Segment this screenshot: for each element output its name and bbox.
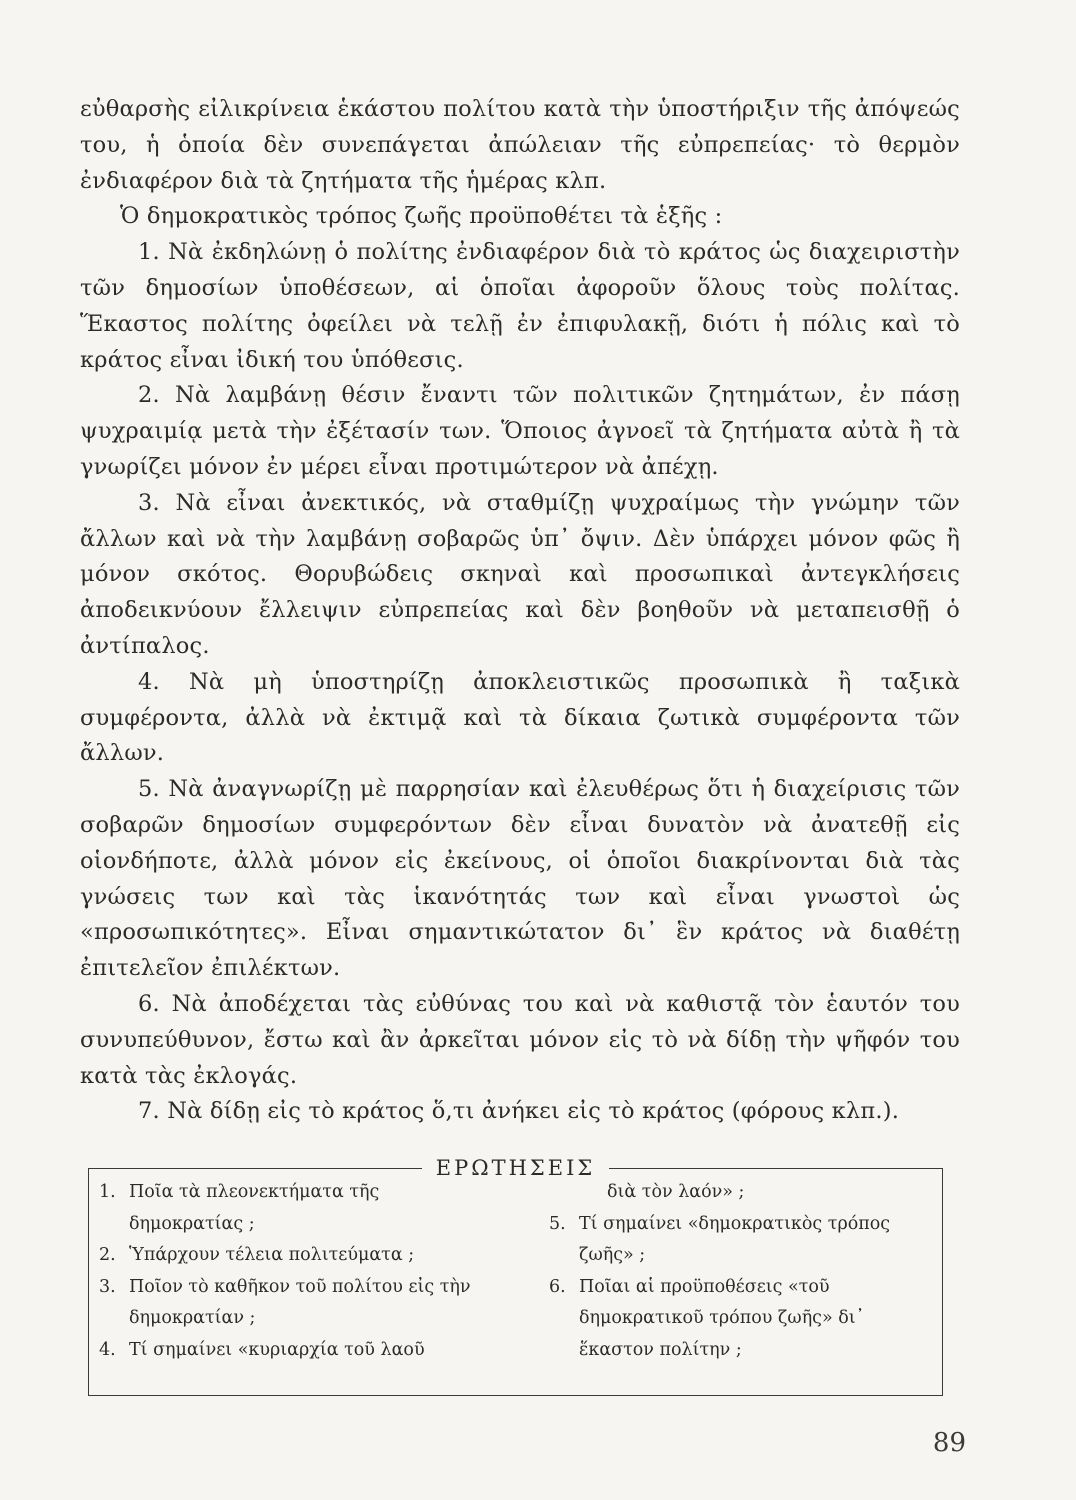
paragraph-1: Ὁ δημοκρατικὸς τρόπος ζωῆς προϋποθέτει τὰ ἑξῆς : — [120, 203, 723, 230]
question-item: 2. Ὑπάρχουν τέλεια πολιτεύματα ; — [99, 1245, 415, 1265]
question-item: 3. Ποῖον τὸ καθῆκον τοῦ πολίτου εἰς τὴν δημοκρατίαν ; — [99, 1276, 471, 1328]
list-item-4: 4. Νὰ μὴ ὑποστηρίζῃ ἀποκλειστικῶς προσωπικὰ ἢ ταξικὰ συμφέροντα, ἀλλὰ νὰ ἐκτιμᾷ καὶ τὰ δίκαια ζωτικὰ συμφέροντα τῶν ἄλλων. — [80, 668, 960, 767]
list-item-3: 3. Νὰ εἶναι ἀνεκτικός, νὰ σταθμίζῃ ψυχραίμως τὴν γνώμην τῶν ἄλλων καὶ νὰ τὴν λαμβάνῃ σοβαρῶς ὑπ᾽ ὄψιν. Δὲν ὑπάρχει μόνον φῶς ἢ μόνον σκότος. Θορυβώδεις σκηναὶ καὶ προσωπικαὶ ἀντεγκλήσεις ἀποδεικνύουν ἔλλειψιν εὐπρεπείας καὶ δὲν βοηθοῦν νὰ μεταπεισθῇ ὁ ἀντίπαλος. — [80, 489, 960, 659]
question-item: 6. Ποῖαι αἱ προϋποθέσεις «τοῦ δημοκρατικοῦ τρόπου ζωῆς» δι᾽ ἕκαστον πολίτην ; — [549, 1276, 865, 1360]
question-item: 4. Τί σημαίνει «κυριαρχία τοῦ λαοῦ — [99, 1339, 425, 1360]
questions-title: ΕΡΩΤΗΣΕΙΣ — [422, 1156, 610, 1180]
list-item-5: 5. Νὰ ἀναγνωρίζῃ μὲ παρρησίαν καὶ ἐλευθέρως ὅτι ἡ διαχείρισις τῶν σοβαρῶν δημοσίων συμφερόντων δὲν εἶναι δυνατὸν νὰ ἀνατεθῇ εἰς οἱονδήποτε, ἀλλὰ μόνον εἰς ἐκείνους, οἱ ὁποῖοι διακρίνονται διὰ τὰς γνώσεις των καὶ τὰς ἱκανότητάς των καὶ εἶναι γνωστοὶ ὡς «προσωπικότητες». Εἶναι σημαντικώτατον δι᾽ ἓν κράτος νὰ διαθέτῃ ἐπιτελεῖον ἐπιλέκτων. — [80, 776, 960, 982]
list-item-2: 2. Νὰ λαμβάνῃ θέσιν ἔναντι τῶν πολιτικῶν ζητημάτων, ἐν πάσῃ ψυχραιμίᾳ μετὰ τὴν ἐξέτασίν των. Ὅποιος ἀγνοεῖ τὰ ζητήματα αὐτὰ ἢ τὰ γνωρίζει μόνον ἐν μέρει εἶναι προτιμώτερον νὰ ἀπέχῃ. — [80, 382, 960, 480]
questions-box — [88, 1156, 943, 1396]
list-item-7: 7. Νὰ δίδῃ εἰς τὸ κράτος ὅ,τι ἀνήκει εἰς τὸ κράτος (φόρους κλπ.). — [138, 1098, 900, 1125]
question-item: 1. Ποῖα τὰ πλεονεκτήματα τῆς δημοκρατίας ; — [99, 1182, 380, 1234]
questions-left-column — [99, 1177, 499, 1366]
list-item-6: 6. Νὰ ἀποδέχεται τὰς εὐθύνας του καὶ νὰ καθιστᾷ τὸν ἑαυτόν του συνυπεύθυνον, ἔστω καὶ ἂν ἀρκεῖται μόνον εἰς τὸ νὰ δίδῃ τὴν ψῆφόν του κατὰ τὰς ἐκλογάς. — [80, 990, 960, 1089]
questions-right-column — [549, 1177, 929, 1366]
page-number: 89 — [932, 1428, 966, 1458]
list-item-1: 1. Νὰ ἐκδηλώνῃ ὁ πολίτης ἐνδιαφέρον διὰ τὸ κράτος ὡς διαχειριστὴν τῶν δημοσίων ὑποθέσεων, αἱ ὁποῖαι ἀφοροῦν ὅλους τοὺς πολίτας. Ἕκαστος πολίτης ὀφείλει νὰ τελῇ ἐν ἐπιφυλακῇ, διότι ἡ πόλις καὶ τὸ κράτος εἶναι ἰδική του ὑπόθεσις. — [80, 239, 960, 373]
question-item: 5. Τί σημαίνει «δημοκρατικὸς τρόπος ζωῆς» ; — [549, 1213, 891, 1265]
main-text — [80, 92, 960, 1130]
question-continuation: διὰ τὸν λαόν» ; — [607, 1182, 745, 1202]
paragraph-0: εὐθαρσὴς εἰλικρίνεια ἑκάστου πολίτου κατὰ τὴν ὑποστήριξιν τῆς ἀπόψεώς του, ἡ ὁποία δὲν συνεπάγεται ἀπώλειαν τῆς εὐπρεπείας· τὸ θερμὸν ἐνδιαφέρον διὰ τὰ ζητήματα τῆς ἡμέρας κλπ. — [80, 96, 960, 194]
